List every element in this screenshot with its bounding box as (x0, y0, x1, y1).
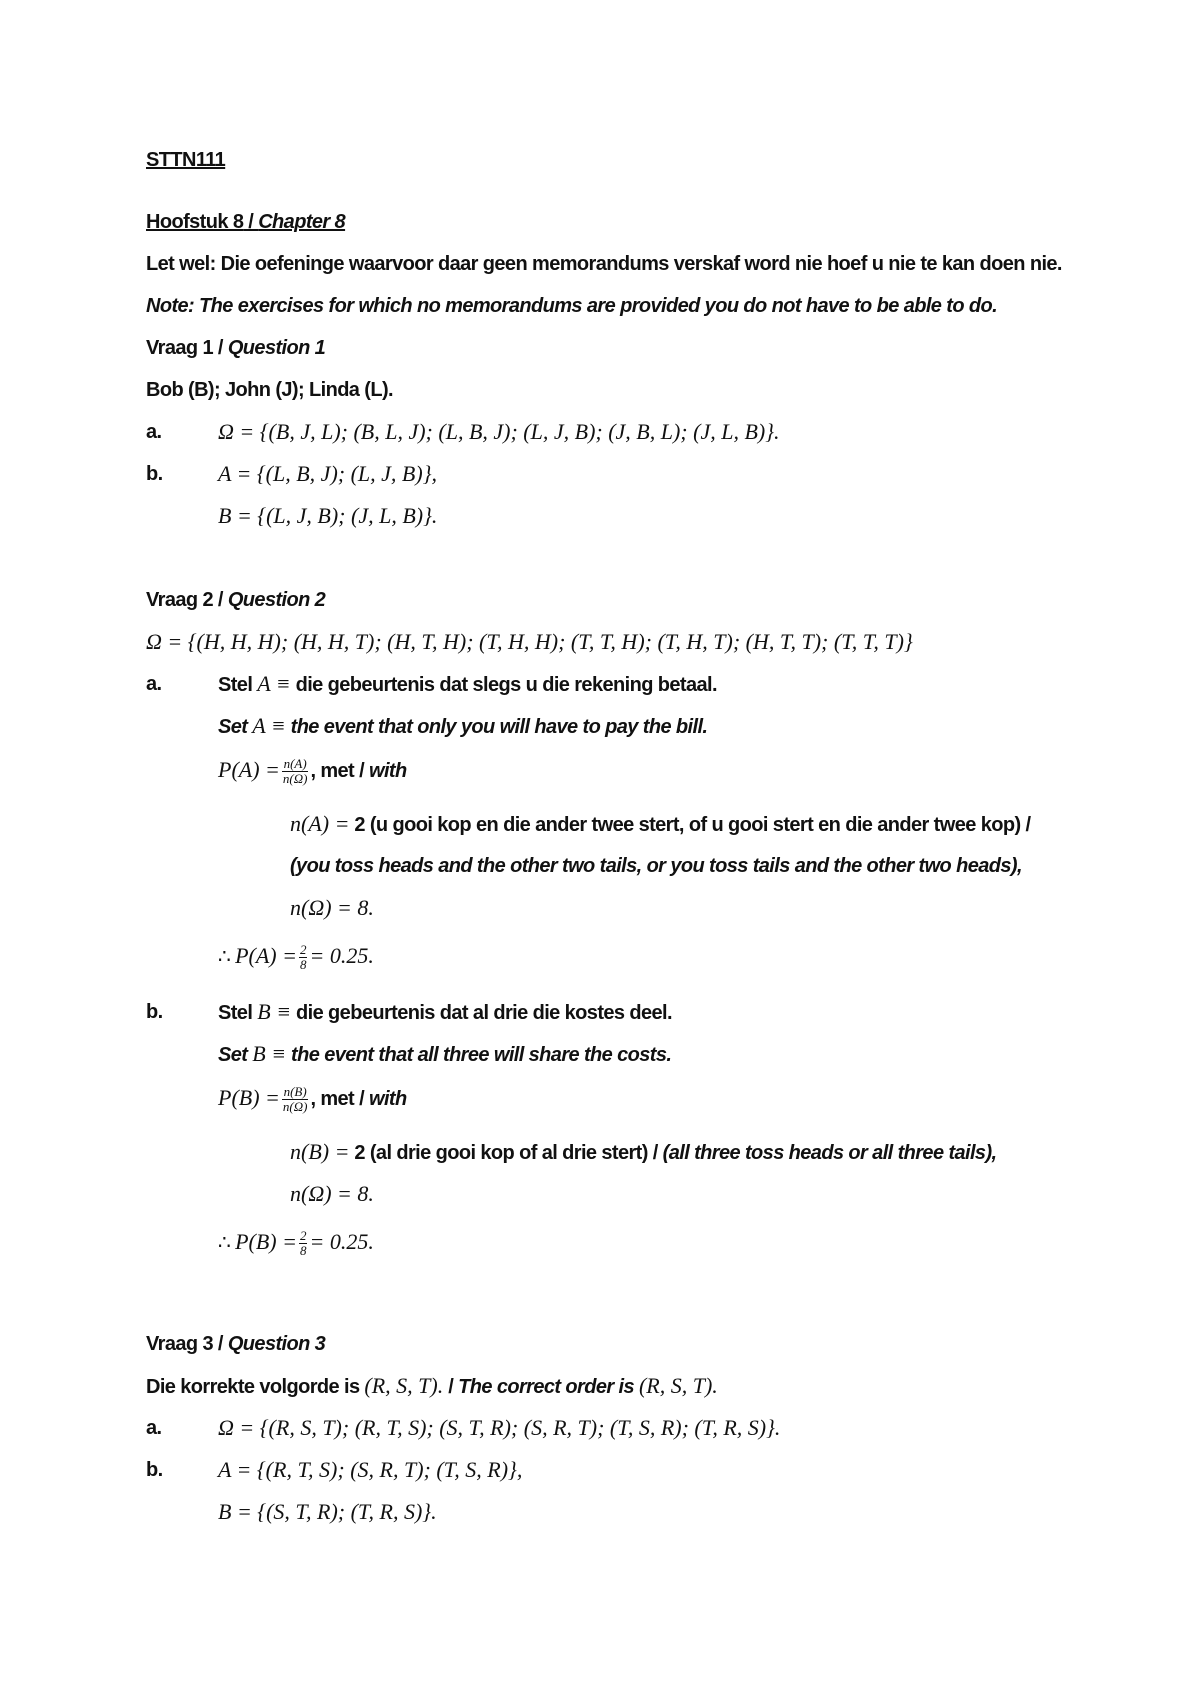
q2-b-event-symbol: B ≡ (257, 999, 292, 1024)
q2-b-stel: Stel (218, 1002, 258, 1024)
question-1-heading (146, 334, 325, 362)
q1-b-expression-1: A = {(L, B, J); (L, J, B)}, (218, 461, 437, 486)
q2-b-result-denominator: 8 (299, 1243, 307, 1259)
q1-title-af: Vraag 1 / (146, 337, 228, 359)
question-2-heading (146, 586, 325, 614)
therefore-symbol: ∴ (218, 1230, 231, 1254)
q2-b-result-rhs: = 0.25. (309, 1229, 374, 1254)
q3-intro (146, 1372, 718, 1401)
q2-b-event-symbol-en: B ≡ (252, 1041, 287, 1066)
q2-a-probability-formula (218, 756, 407, 786)
q2-b-numerator: n(B) (283, 1084, 307, 1100)
q2-a-nA-symbol: n(A) = (290, 811, 350, 836)
q2-a-result-fraction (299, 943, 308, 972)
chapter-en: Chapter 8 (258, 211, 346, 233)
q2-b-result-lhs: P(B) = (235, 1229, 297, 1254)
q2-a-event-symbol: A ≡ (257, 671, 291, 696)
q2-b-set: Set (218, 1044, 253, 1066)
chapter-af: Hoofstuk 8 (146, 211, 244, 233)
q2-a-stel: Stel (218, 674, 258, 696)
q2-a-denominator: n(Ω) (282, 771, 308, 787)
q2-b-definition-en (218, 1040, 671, 1069)
q3-a-label: a. (146, 1417, 162, 1439)
q3-a-expression: Ω = {(R, S, T); (R, T, S); (S, T, R); (S, R, T); (T, S, R); (T, R, S)}. (218, 1415, 781, 1440)
q2-a-definition-en (218, 712, 707, 741)
course-code: STTN111 (146, 149, 226, 171)
q3-intro-af: Die korrekte volgorde is (146, 1376, 365, 1398)
q2-a-p-lhs: P(A) = (218, 757, 280, 782)
q2-a-result-lhs: P(A) = (235, 943, 297, 968)
q2-a-result-denominator: 8 (299, 957, 307, 973)
q2-a-result-rhs: = 0.25. (309, 943, 374, 968)
q2-title-en: Question 2 (227, 589, 326, 611)
q2-a-result-numerator: 2 (299, 942, 307, 958)
q1-b-expression-2: B = {(L, J, B); (J, L, B)}. (218, 503, 438, 528)
q2-a-description-af: die gebeurtenis dat slegs u die rekening betaal. (290, 674, 717, 696)
q2-b-nOmega: n(Ω) = 8. (290, 1181, 374, 1206)
q2-b-result (218, 1228, 374, 1258)
q1-a-label: a. (146, 421, 162, 443)
q2-b-nB (290, 1138, 996, 1167)
q2-b-definition-af (218, 998, 672, 1027)
q2-b-nB-symbol: n(B) = (290, 1139, 350, 1164)
q2-a-definition-af (218, 670, 717, 699)
q2-b-nB-text: 2 (al drie gooi kop of al drie stert) / (349, 1142, 663, 1164)
q2-a-result (218, 942, 374, 972)
q2-a-label: a. (146, 673, 162, 695)
q3-title-en: Question 3 (227, 1333, 326, 1355)
q2-a-description-en: the event that only you will have to pay the bill. (285, 716, 708, 738)
note-afrikaans: Let wel: Die oefeninge waarvoor daar geen memorandums verskaf word nie hoef u nie te kan doen nie. (146, 253, 1062, 275)
q2-a-event-symbol-en: A ≡ (252, 713, 286, 738)
q2-b-probability-formula (218, 1084, 407, 1114)
q2-a-met: , met / (310, 760, 369, 782)
q3-title-af: Vraag 3 / (146, 1333, 228, 1355)
q2-a-fraction (282, 757, 309, 786)
q3-intro-en: The correct order is (458, 1376, 639, 1398)
q2-sample-space: Ω = {(H, H, H); (H, H, T); (H, T, H); (T, H, H); (T, T, H); (T, H, T); (H, T, T); (T, T, T)} (146, 629, 913, 654)
q2-title-af: Vraag 2 / (146, 589, 228, 611)
note-english: Note: The exercises for which no memorandums are provided you do not have to be able to do. (146, 295, 998, 317)
q3-b-label: b. (146, 1459, 163, 1481)
q2-b-description-en: the event that all three will share the costs. (286, 1044, 672, 1066)
q3-b-expression-1: A = {(R, T, S); (S, R, T); (T, S, R)}, (218, 1457, 523, 1482)
q1-a-expression: Ω = {(B, J, L); (B, L, J); (L, B, J); (L, J, B); (J, B, L); (J, L, B)}. (218, 419, 780, 444)
q1-intro: Bob (B); John (J); Linda (L). (146, 379, 393, 401)
q3-b-expression-2: B = {(S, T, R); (T, R, S)}. (218, 1499, 437, 1524)
q2-b-nB-en: (all three toss heads or all three tails), (662, 1142, 997, 1164)
q2-b-p-lhs: P(B) = (218, 1085, 280, 1110)
q2-a-set: Set (218, 716, 253, 738)
q2-b-denominator: n(Ω) (282, 1099, 308, 1115)
q2-a-nA-text: 2 (u gooi kop en die ander twee stert, of u gooi stert en die ander twee kop) / (349, 814, 1031, 836)
q2-b-result-fraction (299, 1229, 308, 1258)
q2-a-numerator: n(A) (283, 756, 307, 772)
chapter-separator: / (243, 211, 259, 233)
q1-title-en: Question 1 (227, 337, 326, 359)
q2-b-fraction (282, 1085, 309, 1114)
q3-intro-order-en: (R, S, T). (638, 1373, 718, 1398)
q2-b-result-numerator: 2 (299, 1228, 307, 1244)
q2-a-nA-af (290, 810, 1030, 839)
q2-b-met: , met / (310, 1088, 369, 1110)
q2-b-description-af: die gebeurtenis dat al drie die kostes deel. (291, 1002, 672, 1024)
question-3-heading (146, 1330, 325, 1358)
q3-intro-separator: / (443, 1376, 459, 1398)
q2-a-nA-en: (you toss heads and the other two tails, or you toss tails and the other two heads), (290, 855, 1022, 877)
chapter-heading (146, 208, 345, 236)
q3-intro-order: (R, S, T). (364, 1373, 444, 1398)
therefore-symbol: ∴ (218, 944, 231, 968)
q2-b-with: with (369, 1088, 407, 1110)
q2-a-nOmega: n(Ω) = 8. (290, 895, 374, 920)
q1-b-label: b. (146, 463, 163, 485)
q2-a-with: with (369, 760, 407, 782)
q2-b-label: b. (146, 1001, 163, 1023)
